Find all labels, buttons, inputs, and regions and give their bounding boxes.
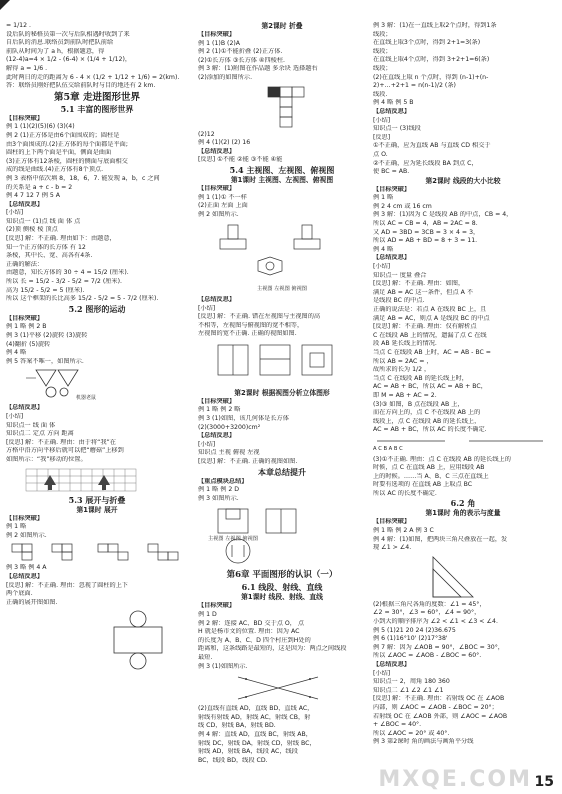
text-line: 满足 AB = AC，则点 A 是线段 BC 的中点 <box>373 314 490 322</box>
text-line: 知识点二 定点 方向 距离 <box>6 430 74 438</box>
text-line: 例 1 略 例 2 略 <box>198 406 241 414</box>
text-line: 例 2 (1)正方体是由6个面围成的；圆柱是 <box>6 131 120 139</box>
text-line: 知识点一 (1)点 线 面 体 点 <box>6 217 81 225</box>
text-line: 例 1 (1)(2)(5)(6) (3)(4) <box>6 123 75 131</box>
text-line: 故所求的长为 1/2 ， <box>373 366 431 374</box>
text-line: 例 3 第2课时 角的画法与画角平分线 <box>373 738 474 746</box>
text-line: 例 6 (1)16°10' (2)17°38' <box>373 635 448 643</box>
text-line: = 1/12 . <box>6 22 31 29</box>
text-line: 例 1 (1)B (2)A <box>198 39 241 47</box>
text-line: 所以 AC 的长度不确定. <box>373 489 437 497</box>
text-line: 圆柱的上下两个面是平面，侧面是曲面 <box>6 149 112 157</box>
text-line: 例 4 (1)(2) (2) 16 <box>198 139 251 147</box>
text-line: 例 3 解：(1)在一直线上取2个点时，得到1条 <box>373 22 497 29</box>
text-line: AC = AB + BC，所以 AC = AB + BC， <box>373 383 487 391</box>
text-line: 知识点二 ∠1 ∠2 ∠1 ∠1 <box>373 686 444 694</box>
chapter-review-body <box>198 478 366 504</box>
text-line: 【总结反思】 <box>373 107 411 115</box>
figure-caption: A C B A B C <box>373 445 403 452</box>
text-line: 点 O. <box>373 150 388 158</box>
text-line: 内部，则 ∠AOC = ∠AOB - ∠BOC = 20°； <box>373 703 498 711</box>
text-line: 【总结反思】 <box>6 404 44 412</box>
text-line: 例 1 略 例 2 D <box>198 486 240 494</box>
text-line: 例 3 (1)如图所示. <box>198 662 248 670</box>
text-line: 当点 C 在线段 AB 上时，AC = AB - BC = <box>373 348 491 356</box>
text-line: 例 3 表格中依次填 8，18，6，7. 能发现 a，b，c 之间 <box>6 174 160 182</box>
text-line: 例 2 解：连接 AC、BD 交于点 O， 点 <box>198 619 305 627</box>
text-line: 最短. <box>198 653 213 661</box>
text-line: [反思] 解：不正确. 理由：若射线 OC 在 ∠AOB <box>373 695 505 703</box>
text-line: 所以 AB = 2AC = ， <box>373 357 433 365</box>
segment-compare-more <box>373 349 553 435</box>
text-line: + ∠BOC = 40°. <box>373 721 422 729</box>
text-line: [反思] 解：不正确. 理由：仅有解析点 <box>373 323 477 331</box>
views-review <box>198 296 366 339</box>
text-line: 射线有射线 AD，射线 AC，射线 CB，射 <box>198 713 311 721</box>
text-line: 【目标突破】 <box>198 602 236 610</box>
text-line: 例 4 略 <box>6 349 27 357</box>
text-line: 线段； <box>373 64 392 72</box>
section-title: 5.4 主视图、左视图、俯视图 <box>229 164 335 175</box>
watermark: MXQE.COM <box>378 767 532 792</box>
figure-three-views-1 <box>198 221 366 294</box>
column-right <box>373 22 553 747</box>
text-line: 线段； <box>373 30 392 38</box>
text-line: 例 1 略 <box>373 194 394 202</box>
folding-body <box>198 31 366 83</box>
text-line: 所以 ∠AOC = 20° 或 40°. <box>373 729 450 737</box>
text-line: 而在方向上的，点 C 不在线段 AB 上的 <box>373 409 481 417</box>
figure-three-views-3 <box>198 505 366 567</box>
text-line: 高为 15/2 - 5/2 = 5 (厘米). <box>6 286 85 294</box>
text-line: 不相等，左视图与俯视图的宽不相等， <box>198 321 304 329</box>
text-line: 2)+…+2+1 = n(n-1)/2 (条) <box>373 82 456 90</box>
text-line: (12-4)a=4 × 1/2 - (6-4) × (1/4 + 1/12)， <box>6 56 132 64</box>
text-line: 此时两日的走的距离为 6 - 4 × (1/2 + 1/12 + 1/6) = 2(km). <box>6 73 180 81</box>
text-line: (4)翻折 (5)旋转 <box>6 340 51 348</box>
text-line: (3)③ 如图，B 点在线段 AB 上， <box>373 400 464 408</box>
folding-answers <box>198 131 366 165</box>
text-line: 例 3 如图所示. <box>198 494 239 502</box>
text-line: 时候，点 C 在直线 AB 上，应用线段 AB <box>373 464 485 472</box>
text-line: 的关系是 a + c - b = 2 <box>6 183 73 191</box>
text-line: 【目标突破】 <box>198 31 236 38</box>
text-line: ②不正确，应为延长线段 BA 到点 C， <box>373 159 478 167</box>
column-left-top <box>6 22 188 91</box>
section-title: 5.1 丰富的图形世界 <box>60 103 134 114</box>
text-line: 知识点一 度量 叠合 <box>373 271 427 279</box>
section-5-1-body <box>6 115 188 304</box>
text-line: (3)正方体有12条棱，圆柱的侧面与底面相交 <box>6 157 128 165</box>
angles-answers <box>373 601 553 747</box>
text-line: 线段； <box>373 47 392 55</box>
text-line: [小结] <box>6 412 24 420</box>
text-line: 【总结反思】 <box>198 147 236 155</box>
lesson-title: 第2课时 根据视图分析立体图形 <box>234 388 330 397</box>
text-line: 【总结反思】 <box>6 200 44 208</box>
text-line: 设后队的秘格员第一次与后队相遇时收到了来 <box>6 30 130 38</box>
text-line: 是线段 BC 的中点. <box>373 297 425 305</box>
segment-compare-body <box>373 186 553 349</box>
text-line: 在直线上取3个点时，得到 2+1=3(条) <box>373 39 481 47</box>
text-line: 知识点 主视 俯视 左视 <box>198 449 260 457</box>
text-line: 例 3 解：(1)附图在作品题 多余块 选择题右 <box>198 65 318 73</box>
text-line: 答：联络员刚好把队伍交给前队时与目的地还有 2 km. <box>6 82 156 90</box>
text-line: 【目标突破】 <box>6 514 44 522</box>
text-line: [反思] 解：不正确. 理由：由于将“我”在 <box>6 438 116 446</box>
text-line: 【总结反思】 <box>373 254 411 262</box>
text-line: 【总结反思】 <box>198 295 236 303</box>
segment-compare-end <box>373 456 553 499</box>
text-line: 例 4 略 例 5 B <box>373 99 414 107</box>
figure-caption: 机器老鼠 <box>76 395 97 402</box>
section-5-2-review <box>6 404 188 464</box>
text-line: 例 3 解：(1)因为 C 是线段 AB 的中点，CB = 4， <box>373 211 513 219</box>
text-line: 【目标突破】 <box>373 185 411 193</box>
text-line: 【目标突破】 <box>198 397 236 405</box>
text-line: (2)根据三角尺各角的度数：∠1 = 45°， <box>373 600 486 608</box>
text-line: 使 BC = AB. <box>373 168 410 176</box>
text-line: BC，线段 BD，线段 CD. <box>198 756 268 764</box>
text-line: 的长度为 A、B、C、D 四个村庄到H处的 <box>198 636 311 644</box>
column-left <box>6 22 188 673</box>
figure-three-views-2 <box>198 341 366 387</box>
text-line: 例 4 解：(1)如图，把两块三角尺叠放在一起，发 <box>373 535 508 543</box>
figure-unfolded-nets <box>6 542 188 562</box>
text-line: 例 4 7 12 7 例 5 A <box>6 192 60 200</box>
text-line: 上的时候。……当 A、B、C 三点在直线上 <box>373 472 489 480</box>
text-line: 由3个面围成的.(2)正方体的每个面都是平面; <box>6 140 128 148</box>
text-line: 如图所示：“我”移动的位置。 <box>6 455 87 463</box>
text-line: 所以 AC = CB = 4，AB = 2AC = 8. <box>373 220 478 228</box>
text-line: 例 1 D <box>198 611 217 618</box>
text-line: H 就是杨市文的位置. 理由：因为 AC <box>198 628 300 636</box>
text-line: 成的线是曲线.(4)正方体有8个顶点. <box>6 166 104 174</box>
text-line: [反思] 解：不正确. 理由：忽视了圆柱的上下 <box>6 581 129 589</box>
text-line: 知一个正方体的长方体 有 12 <box>6 243 86 251</box>
section-title: 6.1 线段、射线、直线 <box>241 582 323 593</box>
text-line: 线段上，点 C 在线段 AB 的延长线上， <box>373 417 481 425</box>
text-line: [反思] 解：不正确. 正确的视图如图. <box>198 458 298 466</box>
section-5-3-review <box>6 564 188 607</box>
text-line: 【目标突破】 <box>6 314 44 322</box>
figure-lines-abcd <box>198 673 366 703</box>
section-title: 5.3 展开与折叠 <box>68 494 126 505</box>
text-line: C 在线段 AB 上的情况，遗漏了点 C 在线 <box>373 331 487 339</box>
section-5-3-body <box>6 515 188 541</box>
text-line: 【目标突破】 <box>6 114 44 122</box>
text-line: 即 M = AB + AC = 2. <box>373 391 437 399</box>
text-line: 前队从时间为了 a h，根据题意，得 <box>6 47 105 55</box>
text-line: (2)(3000+3200)cm² <box>198 423 261 431</box>
text-line: 例 1 略 <box>6 523 27 531</box>
text-line: 线段. <box>373 90 388 98</box>
figure-cylinder-net <box>6 609 188 671</box>
section-5-2-body <box>6 315 188 367</box>
text-line: 现 ∠1 > ∠4. <box>373 544 412 552</box>
column-right-top <box>373 22 553 177</box>
text-line: 又 AD = 3BD = 3CB = 3 × 4 = 3， <box>373 228 480 236</box>
text-line: [反思] 解：不正确. 理由：如图， <box>373 280 465 288</box>
section-title: 6.2 角 <box>450 498 476 509</box>
text-line: 例 1 略 例 2 B <box>6 323 47 331</box>
section-title: 本章总结提升 <box>258 466 306 477</box>
text-line: (2)正面 左面 上面 <box>198 202 248 210</box>
text-line: [小结] <box>198 440 216 448</box>
text-line: 两个底面. <box>6 590 33 598</box>
text-line: 例 3 (1)如图，该几何体是长方体 <box>198 415 289 423</box>
text-line: [小结] <box>373 263 391 271</box>
text-line: 例 5 (1)21 20 24 (2)36.675 <box>373 626 456 634</box>
text-line: 时要有选项的 在直线 AB 上取点 BC <box>373 481 473 489</box>
text-line: [反思] ①不能 ②能 ③不能 ④能 <box>198 156 283 164</box>
text-line: 【总结反思】 <box>198 432 236 440</box>
text-line: (3)①不正确. 理由：点 C 在线段 AB 的延长线上的 <box>373 455 511 463</box>
text-line: 距离和，这条线路是最短的，这是因为：两点之间线段 <box>198 645 347 653</box>
figure-grid-mushroom <box>6 467 188 493</box>
text-line: (2)添加的如图所示. <box>198 73 253 81</box>
page-number: 15 <box>534 774 554 790</box>
text-line: [反思] 解：不正确. 理由如下：由题意， <box>6 235 116 243</box>
text-line: (2)在直线上取 n 个点时，得到 (n-1)+(n- <box>373 73 489 81</box>
text-line: 例 5 答案不唯一，如图所示. <box>6 357 84 365</box>
text-line: 正确的说法是：若点 A 在线段 BC 上，且 <box>373 306 487 313</box>
text-line: 例 3 略 例 4 A <box>6 564 47 572</box>
text-line: 满足 AB = AC 这一条件，但点 A 不 <box>373 288 474 296</box>
corner-mark <box>0 0 10 10</box>
text-line: [反思] 解：不正确. 错在左视图与主视图的高 <box>198 313 321 321</box>
chapter-title: 第5章 走进图形世界 <box>54 91 140 103</box>
text-line: 知识点一 线 面 体 <box>6 421 56 429</box>
text-line: 条棱，其中长、宽、高各有4条. <box>6 252 93 260</box>
text-line: 例 3 (1)平移 (2)旋转 (3)旋转 <box>6 332 88 339</box>
text-line: 若射线 OC 在 ∠AOB 外部，则 ∠AOC = ∠AOB <box>373 712 508 720</box>
text-line: 线 CD，射线 BA，射线 BD. <box>198 722 276 730</box>
text-line: (2)12 <box>198 130 215 138</box>
text-line: (2)直线有直线 AD，直线 BD，直线 AC， <box>198 705 314 713</box>
lines-answers <box>198 705 366 765</box>
lesson-title: 第1课时 主视图、左视图、俯视图 <box>230 175 334 184</box>
angles-body <box>373 518 553 552</box>
text-line: 当点 C 在线段 AB 的延长线上时， <box>373 374 468 382</box>
text-line: 所以 AD = AB + BD = 8 + 3 = 11. <box>373 237 478 245</box>
text-line: 例 2 如图所示. <box>6 531 47 539</box>
text-line: 例 1 略 例 2 A 例 3 C <box>373 527 434 535</box>
text-line: 【总结反思】 <box>373 661 411 668</box>
text-line: 所以 这个框架的长比高多 15/2 - 5/2 = 5 - 7/2 (厘米). <box>6 295 159 303</box>
section-title: 5.2 图形的运动 <box>68 303 126 314</box>
text-line: 【目标突破】 <box>198 184 236 192</box>
text-line: 例 2 如图所示. <box>198 210 239 218</box>
text-line: [反思] <box>373 133 391 141</box>
text-line: 正确的展开图如图. <box>6 598 58 606</box>
text-line: 所以 ∠AOC = ∠AOB - ∠BOC = 60°. <box>373 652 482 660</box>
text-line: 例 4 解：直线 AD，直线 BC，射线 AB， <box>198 730 312 738</box>
text-line: 段 AB 延长线上的情况. <box>373 340 437 348</box>
text-line: 例 7 解：因为 ∠AOB = 90°，∠BOC = 30°， <box>373 643 504 651</box>
lesson-title: 第1课时 角的表示与度量 <box>425 509 501 518</box>
text-line: 知识点一 (3)线段 <box>373 125 421 133</box>
figure-segment-points <box>373 437 553 454</box>
text-line: 例 4 略 <box>373 245 394 253</box>
text-line: 正确的解法： <box>6 260 44 268</box>
text-line: [小结] <box>198 304 216 312</box>
figure-set-squares <box>373 555 553 599</box>
text-line: 自后队的消息.联络员到前队时把队前给 <box>6 39 114 47</box>
lesson-title: 第2课时 线段的大小比较 <box>425 176 501 185</box>
views-lesson-2 <box>198 398 366 467</box>
text-line: 例 2 4 cm 或 16 cm <box>373 202 432 210</box>
column-middle <box>198 22 366 765</box>
figure-caption: 主视图 左视图 俯视图 <box>257 286 307 293</box>
text-line: [小结] <box>6 209 24 217</box>
text-line: 【目标突破】 <box>373 518 411 526</box>
lines-body <box>198 602 366 671</box>
text-line: 左视图的宽不正确. 正确的视图如图. <box>198 330 297 338</box>
figure-cube-net <box>198 85 366 129</box>
text-line: 解得 a = 1/6 . <box>6 64 48 72</box>
chapter-title: 第6章 平面图形的认识（一） <box>226 570 338 581</box>
figure-caption: 主视图 左视图 俯视图 <box>208 536 258 543</box>
lesson-title: 第1课时 展开 <box>76 505 118 514</box>
text-line: (2)①长方体 ③长方体 ④四棱柱. <box>198 56 285 64</box>
figure-robot-mouse <box>6 368 188 402</box>
text-line: (2)顶 侧棱 棱 顶点 <box>6 226 58 234</box>
text-line: 知识点一 2，周角 180 360 <box>373 678 450 686</box>
lesson-title: 第1课时 线段、射线、直线 <box>241 593 323 602</box>
text-line: 由题意，知长方体的 30 ÷ 4 = 15/2 (厘米). <box>6 269 129 277</box>
text-line: AC = AB + BC，所以 AC 的长度不确定. <box>373 426 487 434</box>
text-line: ∠2 = 30°，∠3 = 60°，∠4 = 90°， <box>373 609 481 617</box>
text-line: [小结] <box>373 116 391 124</box>
lesson-title: 第2课时 折叠 <box>261 22 303 30</box>
views-body <box>198 185 366 219</box>
text-line: 例 1 (1)① 不一样 <box>198 193 247 201</box>
text-line: 小到大的顺序排序为 ∠2 < ∠1 < ∠3 < ∠4. <box>373 618 498 626</box>
text-line: 射线 DC，射线 DA，射线 CD，射线 BC， <box>198 739 316 747</box>
text-line: [小结] <box>373 669 391 677</box>
text-line: 所以 长 = 15/2 - 3/2 - 5/2 = 7/2 (厘米). <box>6 278 123 286</box>
text-line: 【重点模块总结】 <box>198 477 248 485</box>
text-line: 射线 AD，射线 BA，线段 AC，线段 <box>198 748 298 756</box>
text-line: 方格中沿方向平移后就可以把“蘑菇”上移到 <box>6 447 124 455</box>
text-line: 在直线上取4个点时，得到 3+2+1=6(条) <box>373 56 490 64</box>
text-line: 例 2 (1)①不能折叠 (2)正方体. <box>198 48 283 56</box>
text-line: ①不正确，应为直线 AB 与直线 CD 相交于 <box>373 142 491 150</box>
text-line: 【总结反思】 <box>6 572 44 580</box>
